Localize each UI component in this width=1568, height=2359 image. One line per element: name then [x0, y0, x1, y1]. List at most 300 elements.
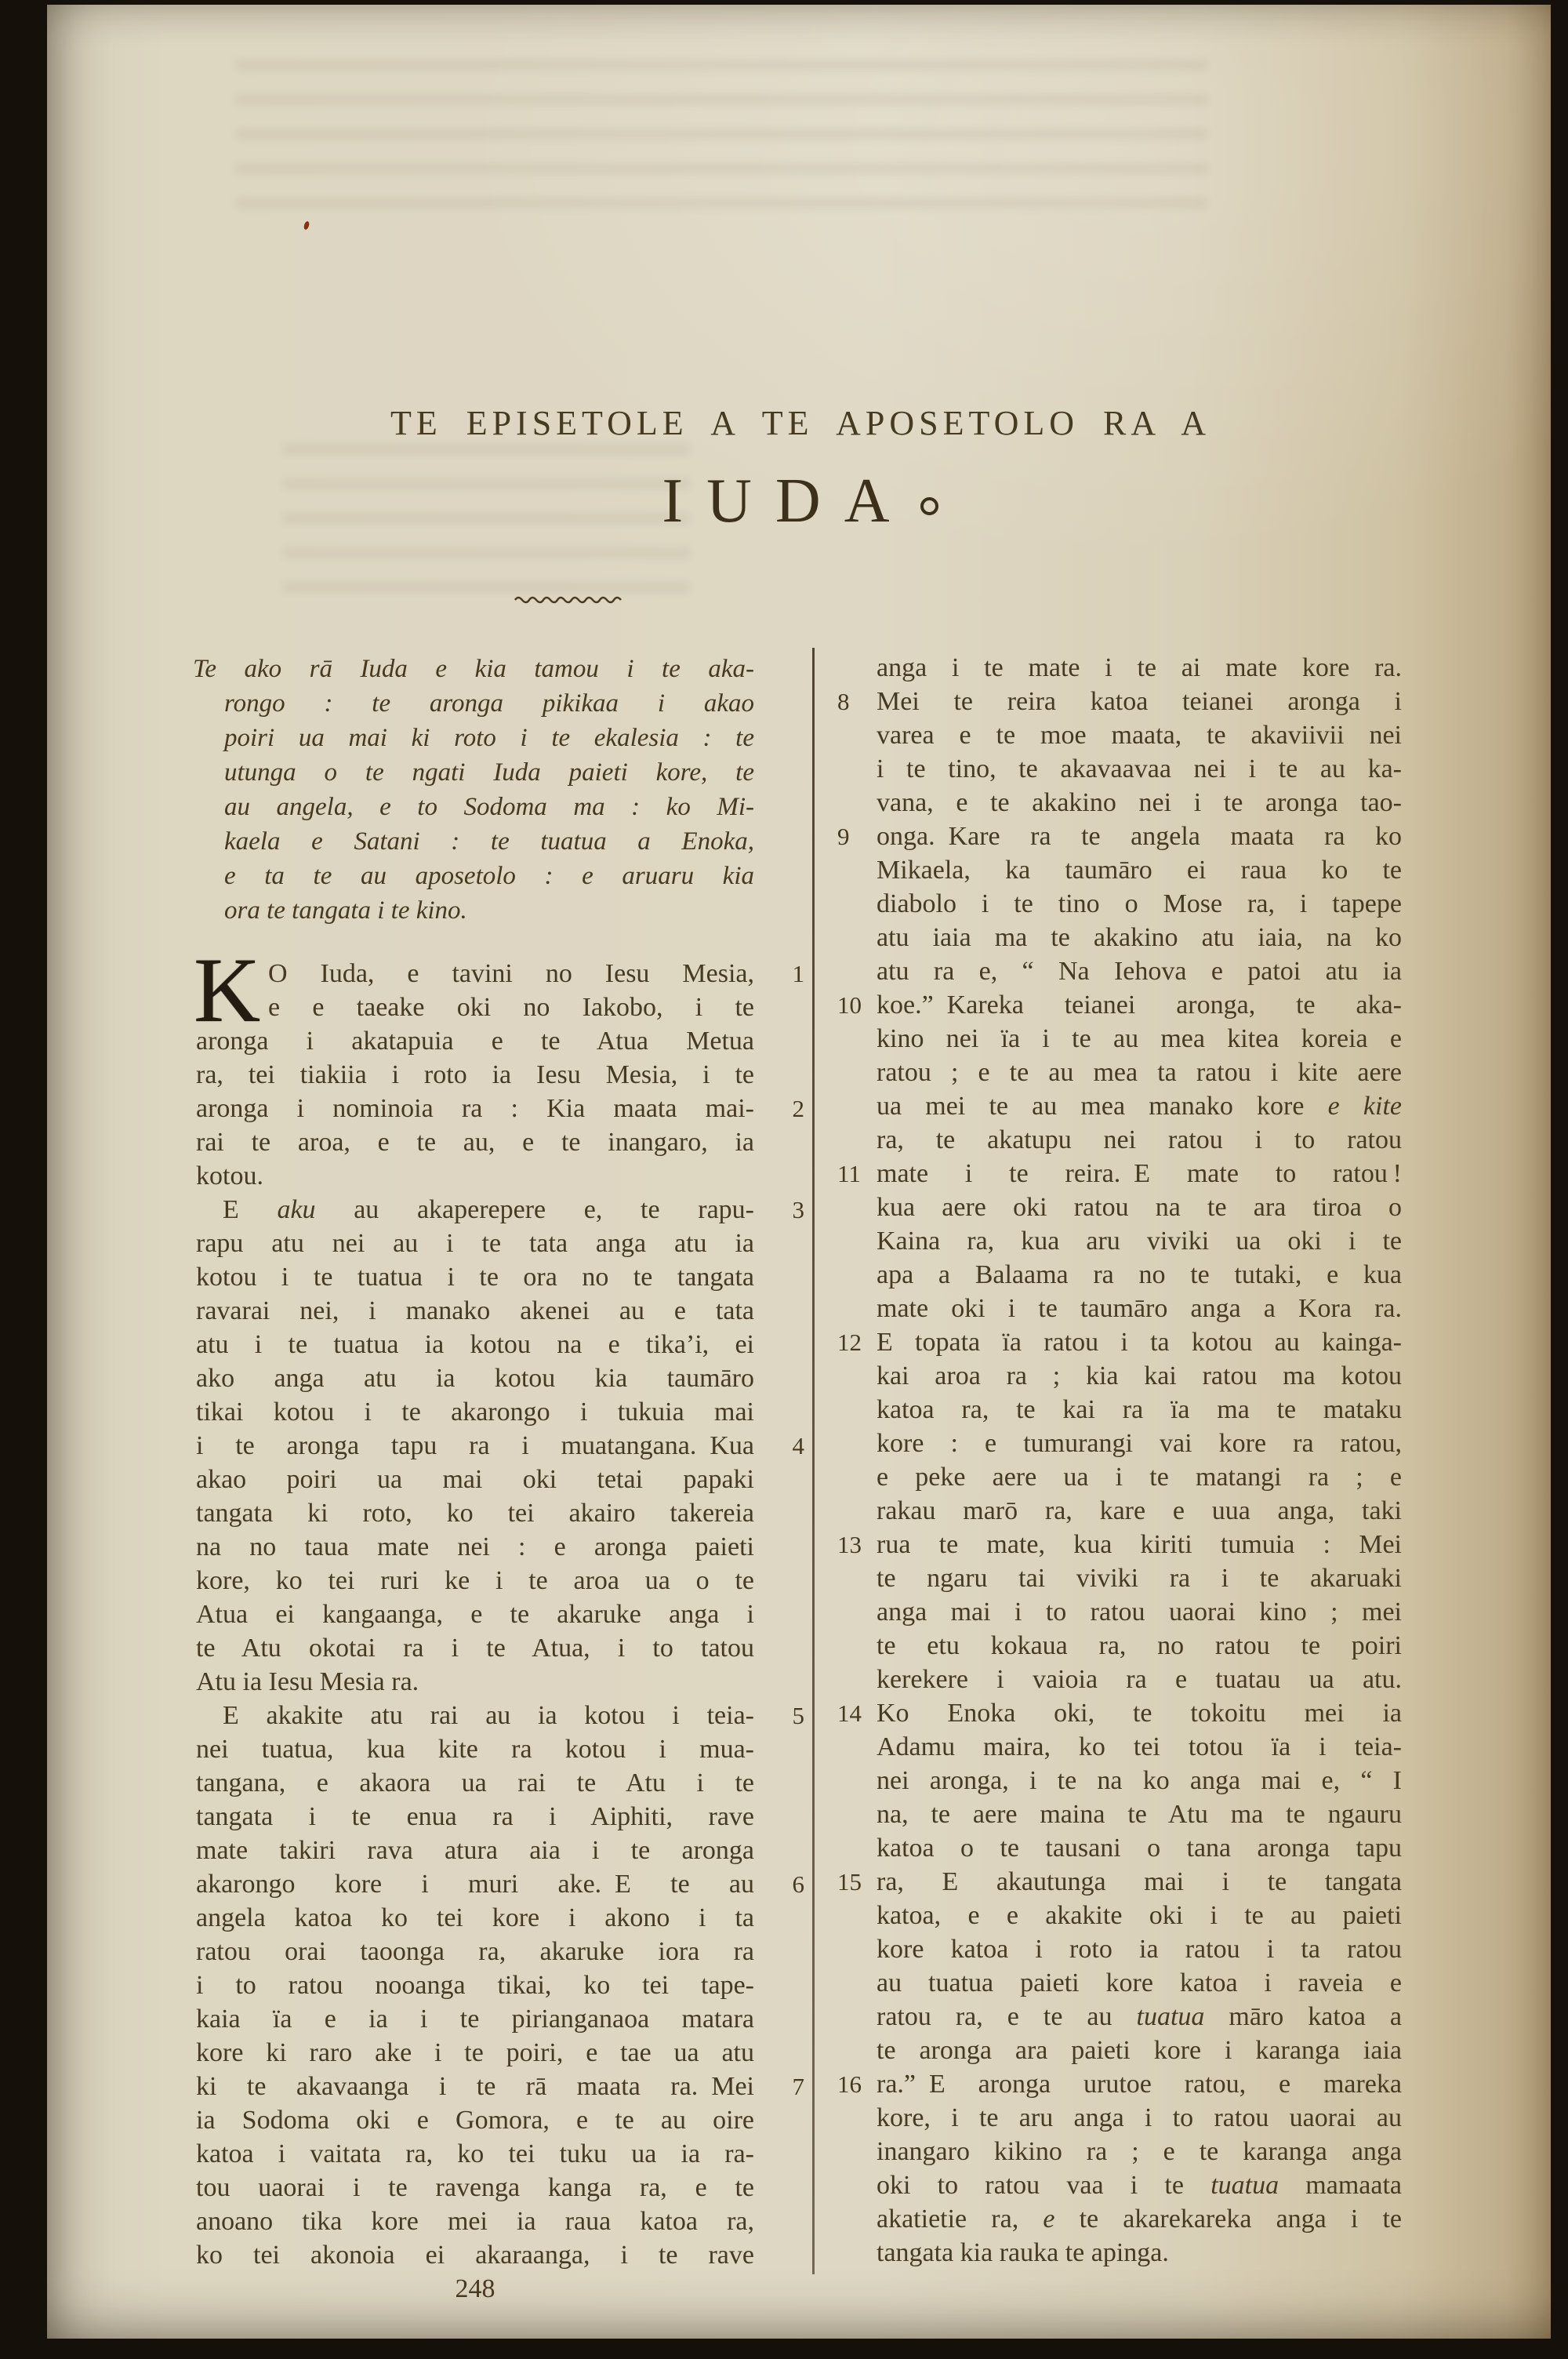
text-segment: rapu atu nei au i te tata anga atu ia: [196, 1229, 754, 1258]
text-segment: au akaperepere e, te rapu-: [315, 1195, 754, 1224]
text-segment: E akakite atu rai au ia kotou i teia-: [223, 1701, 754, 1730]
text-line: [877, 1292, 1402, 1325]
text-line: [196, 1968, 754, 2002]
line-text: [877, 1123, 1402, 1157]
text-segment: rai te aroa, e te au, e te inangaro, ia: [196, 1128, 754, 1157]
line-text: [877, 1561, 1402, 1595]
text-segment: kua aere oki ratou na te ara tiroa o: [877, 1193, 1402, 1222]
text-segment: utunga o te ngati Iuda paieti kore, te: [224, 758, 754, 787]
text-segment: E topata ïa ratou i ta kotou au kainga-: [877, 1328, 1402, 1357]
text-segment: ra, te akatupu nei ratou i to ratou: [877, 1125, 1402, 1154]
line-text: [196, 1732, 754, 1766]
text-segment: ia Sodoma oki e Gomora, e te au oire: [196, 2106, 754, 2135]
text-line: [196, 1328, 754, 1361]
line-text: [196, 2137, 754, 2171]
line-text: [196, 2103, 754, 2137]
line-text: [193, 791, 754, 824]
verse-number: 14: [837, 1699, 862, 1727]
text-segment: Te ako rā Iuda e kia tamou i te aka-: [193, 655, 754, 683]
text-segment: te etu kokaua ra, no ratou te poiri: [877, 1631, 1402, 1660]
line-text: [877, 1325, 1402, 1359]
text-segment: au angela, e to Sodoma ma : ko Mi-: [224, 793, 754, 821]
line-text: [268, 990, 754, 1024]
drop-cap: K: [194, 939, 261, 1041]
italic-text-segment: tuatua: [1210, 2171, 1279, 2200]
line-text: [193, 894, 754, 928]
text-segment: kotou i te tuatua i te ora no te tangata: [196, 1263, 754, 1292]
text-line: [877, 2135, 1402, 2168]
text-segment: ratou orai taoonga ra, akaruke iora ra: [196, 1937, 754, 1966]
text-line: [196, 1463, 754, 1496]
line-text: [196, 1496, 754, 1530]
verse-number: 11: [837, 1160, 861, 1187]
text-segment: na no taua mate nei : e aronga paieti: [196, 1532, 754, 1561]
verse-number: 6: [792, 1870, 804, 1898]
text-segment: akatietie ra,: [877, 2205, 1044, 2234]
verse-number: 3: [792, 1196, 804, 1223]
line-text: [877, 1056, 1402, 1089]
text-line: [196, 957, 804, 990]
text-line: [196, 2205, 754, 2238]
verse-number: 4: [792, 1432, 804, 1459]
text-line: [877, 786, 1402, 820]
text-segment: katoa, e e akakite oki i te au paieti: [877, 1901, 1402, 1930]
text-segment: kai aroa ra ; kia kai ratou ma kotou: [877, 1361, 1402, 1390]
text-line: [196, 1834, 754, 1867]
text-segment: inangaro kikino ra ; e te karanga anga: [877, 2137, 1402, 2166]
line-text: [196, 1901, 754, 1935]
book-title-text: IUDA: [662, 467, 913, 536]
text-segment: te akarekareka anga i te: [1054, 2205, 1402, 2234]
text-segment: tikai kotou i te akarongo i tukuia mai: [196, 1398, 754, 1427]
line-text: [196, 1193, 754, 1227]
text-line: [877, 1056, 1402, 1089]
text-segment: E: [223, 1195, 278, 1224]
text-line: [877, 1797, 1402, 1831]
italic-text-segment: tuatua: [1136, 2002, 1205, 2031]
verse-number: 10: [837, 991, 862, 1019]
line-text: [877, 1427, 1402, 1460]
line-text: [196, 1631, 754, 1665]
line-text: [877, 2067, 1402, 2101]
text-line: [196, 1294, 754, 1328]
text-segment: Adamu maira, ko tei totou ïa i teia-: [877, 1732, 1402, 1761]
text-line: [196, 1901, 754, 1935]
verse-number: 12: [837, 1329, 862, 1356]
line-text: [196, 2171, 754, 2205]
line-text: [196, 1463, 754, 1496]
line-text: [877, 2202, 1402, 2236]
text-segment: ratou ; e te au mea ta ratou i kite aere: [877, 1058, 1402, 1087]
text-segment: i te tino, te akavaavaa nei i te au ka-: [877, 754, 1402, 783]
line-text: [877, 651, 1402, 685]
text-line: [877, 1595, 1402, 1629]
verse-number: 5: [792, 1702, 804, 1729]
text-line: [877, 1393, 1402, 1427]
text-line: [877, 1190, 1402, 1224]
bleed-through-texture: [235, 60, 1207, 209]
verse-number: 2: [792, 1095, 804, 1122]
text-segment: oki to ratou vaa i te: [877, 2171, 1211, 2200]
text-segment: akarongo kore i muri ake. E te au: [196, 1870, 754, 1899]
line-text: [196, 1361, 754, 1395]
page-number: 248: [455, 2274, 495, 2303]
text-segment: tangana, e akaora ua rai te Atu i te: [196, 1768, 754, 1797]
text-line: [193, 860, 754, 894]
line-text: [196, 1564, 754, 1598]
text-line: [196, 1598, 754, 1631]
text-segment: O Iuda, e tavini no Iesu Mesia,: [268, 959, 754, 988]
text-segment: Kaina ra, kua aru viviki ua oki i te: [877, 1227, 1402, 1256]
line-text: [196, 1766, 754, 1800]
chapter-summary: [193, 652, 754, 929]
paragraph: [194, 939, 804, 1193]
line-text: [196, 1227, 754, 1260]
line-text: [877, 1696, 1402, 1730]
text-line: [877, 921, 1402, 954]
text-segment: ra, E akautunga mai i te tangata: [877, 1867, 1402, 1896]
line-text: [877, 1460, 1402, 1494]
paragraph: [196, 1699, 804, 2272]
text-line: [196, 1058, 754, 1092]
text-line: [196, 2238, 754, 2272]
line-text: [877, 1528, 1402, 1561]
text-line: [877, 2101, 1402, 2135]
text-segment: māro katoa a: [1204, 2002, 1402, 2031]
line-text: [196, 1665, 754, 1699]
line-text: [193, 722, 754, 755]
line-text: [268, 957, 754, 990]
line-text: [196, 1968, 754, 2002]
text-line: [837, 1865, 1402, 1899]
text-segment: anoano tika kore mei ia raua katoa ra,: [196, 2207, 754, 2236]
line-text: [193, 860, 754, 893]
text-line: [877, 1258, 1402, 1292]
line-text: [196, 1260, 754, 1294]
line-text: [877, 820, 1402, 853]
text-line: [877, 1831, 1402, 1865]
line-text: [877, 988, 1402, 1022]
text-segment: e e taeake oki no Iakobo, i te: [268, 993, 754, 1022]
text-segment: tou uaorai i te ravenga kanga ra, e te: [196, 2173, 754, 2202]
line-text: [196, 1395, 754, 1429]
text-segment: koe.” Kareka teianei aronga, te aka-: [877, 990, 1402, 1020]
text-line: [193, 791, 754, 825]
text-segment: ratou ra, e te au: [877, 2002, 1137, 2031]
line-text: [193, 825, 754, 859]
line-text: [877, 954, 1402, 988]
text-line: [877, 1427, 1402, 1460]
line-text: [877, 2034, 1402, 2067]
text-segment: kore katoa i roto ia ratou i ta ratou: [877, 1935, 1402, 1964]
verse-number: 8: [837, 688, 850, 715]
text-line: [196, 1193, 804, 1227]
text-segment: i te aronga tapu ra i muatangana. Kua: [196, 1431, 754, 1460]
verse-number: 7: [792, 2073, 804, 2100]
text-line: [196, 2137, 754, 2171]
text-line: [196, 1935, 754, 1968]
line-text: [877, 1831, 1402, 1865]
text-line: [877, 1224, 1402, 1258]
text-segment: kotou.: [196, 1161, 263, 1190]
text-segment: ko tei akonoia ei akaraanga, i te rave: [196, 2241, 754, 2270]
verse-number: 1: [792, 960, 804, 987]
verse-number: 15: [837, 1868, 862, 1896]
text-line: [196, 1159, 754, 1193]
text-line: [196, 1024, 754, 1058]
text-line: [196, 1227, 754, 1260]
line-text: [877, 921, 1402, 954]
text-line: [193, 756, 754, 791]
text-line: [877, 1932, 1402, 1966]
text-segment: te ngaru tai viviki ra i te akaruaki: [877, 1564, 1402, 1593]
text-line: [196, 1766, 754, 1800]
text-line: [196, 1260, 754, 1294]
verse-number: 9: [837, 823, 850, 850]
line-text: [877, 2168, 1402, 2202]
line-text: [877, 685, 1402, 718]
text-line: [196, 1496, 754, 1530]
text-segment: aronga i nominoia ra : Kia maata mai-: [196, 1094, 754, 1123]
text-line: [877, 2000, 1402, 2034]
text-line: [837, 1696, 1402, 1730]
text-line: [877, 1730, 1402, 1764]
text-segment: onga. Kare ra te angela maata ra ko: [877, 822, 1402, 851]
text-line: [877, 1494, 1402, 1528]
text-segment: ua mei te au mea manako kore: [877, 1092, 1328, 1121]
line-text: [877, 1089, 1402, 1123]
line-text: [877, 1865, 1402, 1899]
title-period-ornament: [920, 497, 938, 515]
text-line: [837, 820, 1402, 853]
line-text: [877, 1764, 1402, 1797]
text-segment: kore : e tumurangi vai kore ra ratou,: [877, 1429, 1402, 1458]
line-text: [193, 652, 754, 686]
text-line: [196, 2103, 754, 2137]
text-line: [877, 954, 1402, 988]
text-line: [196, 1361, 754, 1395]
text-line: [837, 988, 1402, 1022]
text-segment: apa a Balaama ra no te tutaki, e kua: [877, 1260, 1402, 1289]
text-line: [877, 2236, 1402, 2270]
text-line: [877, 887, 1402, 921]
text-segment: ra.” E aronga urutoe ratou, e mareka: [877, 2070, 1402, 2099]
text-line: [877, 651, 1402, 685]
text-segment: akao poiri ua mai oki tetai papaki: [196, 1465, 754, 1494]
text-segment: atu ra e, “ Na Iehova e patoi atu ia: [877, 957, 1402, 986]
text-segment: mate oki i te taumāro anga a Kora ra.: [877, 1294, 1402, 1323]
text-segment: aronga i akatapuia e te Atua Metua: [196, 1027, 754, 1056]
text-line: [196, 1429, 804, 1463]
line-text: [877, 2236, 1402, 2270]
text-segment: tangata kia rauka te apinga.: [877, 2238, 1169, 2267]
line-text: [196, 1058, 754, 1092]
line-text: [196, 2070, 754, 2103]
text-segment: kino nei ïa i te au mea kitea koreia e: [877, 1024, 1402, 1053]
line-text: [196, 2002, 754, 2036]
text-segment: atu i te tuatua ia kotou na e tika’i, ei: [196, 1330, 754, 1359]
text-segment: varea e te moe maata, te akaviivii nei: [877, 721, 1402, 750]
book-page: [47, 5, 1551, 2339]
line-text: [877, 1494, 1402, 1528]
text-segment: na, te aere maina te Atu ma te ngauru: [877, 1800, 1402, 1829]
line-text: [877, 2000, 1402, 2034]
text-line: [877, 2168, 1402, 2202]
text-segment: tangata i te enua ra i Aiphiti, rave: [196, 1802, 754, 1831]
text-segment: vana, e te akakino nei i te aronga tao-: [877, 788, 1402, 817]
text-segment: mamaata: [1279, 2171, 1402, 2200]
text-segment: rua te mate, kua kiriti tumuia : Mei: [877, 1530, 1402, 1559]
text-segment: tangata ki roto, ko tei akairo takereia: [196, 1499, 754, 1528]
text-line: [877, 1089, 1402, 1123]
line-text: [877, 2135, 1402, 2168]
text-segment: mate i te reira. E mate to ratou !: [877, 1159, 1402, 1188]
text-line: [196, 2171, 754, 2205]
line-text: [877, 786, 1402, 820]
line-text: [877, 1899, 1402, 1932]
line-text: [196, 2238, 754, 2272]
line-text: [877, 853, 1402, 887]
line-text: [877, 1663, 1402, 1696]
line-text: [196, 1598, 754, 1631]
text-segment: Mei te reira katoa teianei aronga i: [877, 687, 1402, 716]
line-text: [877, 1022, 1402, 1056]
text-segment: katoa i vaitata ra, ko tei tuku ua ia ra-: [196, 2139, 754, 2168]
text-line: [877, 853, 1402, 887]
line-text: [196, 1530, 754, 1564]
line-text: [877, 752, 1402, 786]
text-line: [196, 1732, 754, 1766]
text-segment: angela katoa ko tei kore i akono i ta: [196, 1903, 754, 1932]
line-text: [877, 1932, 1402, 1966]
text-line: [193, 825, 754, 860]
text-segment: kerekere i vaioia ra e tuatau ua atu.: [877, 1665, 1402, 1694]
page-title: TE EPISETOLE A TE APOSETOLO RA A: [390, 404, 1211, 442]
text-segment: katoa o te tausani o tana aronga tapu: [877, 1834, 1402, 1863]
verse-number: 13: [837, 1531, 862, 1558]
line-text: [196, 2205, 754, 2238]
line-text: [877, 2101, 1402, 2135]
text-segment: kore, ko tei ruri ke i te aroa ua o te: [196, 1566, 754, 1595]
line-text: [877, 1190, 1402, 1224]
text-segment: ako anga atu ia kotou kia taumāro: [196, 1364, 754, 1393]
text-segment: Atua ei kangaanga, e te akaruke anga i: [196, 1600, 754, 1629]
line-text: [196, 1867, 754, 1901]
text-segment: Ko Enoka oki, te tokoitu mei ia: [877, 1699, 1402, 1728]
text-segment: kaela e Satani : te tuatua a Enoka,: [224, 827, 754, 856]
text-line: [196, 1699, 804, 1732]
text-line: [877, 1561, 1402, 1595]
text-line: [837, 1325, 1402, 1359]
text-segment: e ta te au aposetolo : e aruaru kia: [224, 862, 754, 890]
line-text: [877, 887, 1402, 921]
text-segment: nei tuatua, kua kite ra kotou i mua-: [196, 1735, 754, 1764]
text-segment: anga i te mate i te ai mate kore ra.: [877, 653, 1402, 682]
line-text: [196, 2036, 754, 2070]
text-line: [193, 652, 754, 687]
text-segment: Mikaela, ka taumāro ei raua ko te: [877, 856, 1402, 885]
text-line: [877, 1460, 1402, 1494]
text-line: [877, 752, 1402, 786]
line-text: [877, 1224, 1402, 1258]
text-line: [196, 1125, 754, 1159]
verse-number: 16: [837, 2070, 862, 2098]
line-text: [877, 1359, 1402, 1393]
column-divider-rule: [812, 648, 815, 2274]
line-text: [196, 1024, 754, 1058]
left-column: [194, 939, 804, 2272]
line-text: [196, 1125, 754, 1159]
text-segment: Atu ia Iesu Mesia ra.: [196, 1667, 419, 1696]
text-line: [196, 2070, 804, 2103]
text-segment: i to ratou nooanga tikai, ko tei tape-: [196, 1971, 754, 2000]
text-segment: kore, i te aru anga i to ratou uaorai au: [877, 2103, 1402, 2132]
text-line: [196, 1564, 754, 1598]
text-line: [877, 2202, 1402, 2236]
line-text: [877, 1595, 1402, 1629]
text-line: [837, 1528, 1402, 1561]
text-line: [196, 1665, 754, 1699]
paper-speck: [303, 220, 310, 230]
line-text: [877, 1393, 1402, 1427]
text-line: [837, 1157, 1402, 1190]
line-text: [877, 1258, 1402, 1292]
line-text: [193, 756, 754, 790]
italic-text-segment: e: [1043, 2205, 1055, 2234]
line-text: [877, 1157, 1402, 1190]
line-text: [877, 1629, 1402, 1663]
text-line: [193, 722, 754, 756]
text-line: [193, 687, 754, 722]
text-segment: mate takiri rava atura aia i te aronga: [196, 1836, 754, 1865]
text-segment: anga mai i to ratou uaorai kino ; mei: [877, 1598, 1402, 1627]
squiggle-ornament: [514, 593, 623, 605]
line-text: [877, 718, 1402, 752]
text-segment: ravarai nei, i manako akenei au e tata: [196, 1296, 754, 1325]
book-title: [196, 466, 1405, 537]
line-text: [196, 1800, 754, 1834]
line-text: [877, 1797, 1402, 1831]
right-column: [837, 651, 1402, 2270]
text-line: [196, 2002, 754, 2036]
text-segment: ora te tangata i te kino.: [224, 896, 467, 925]
text-segment: katoa ra, te kai ra ïa ma te mataku: [877, 1395, 1402, 1424]
text-segment: poiri ua mai ki roto i te ekalesia : te: [224, 724, 754, 752]
text-line: [877, 1764, 1402, 1797]
text-line: [877, 718, 1402, 752]
line-text: [196, 1935, 754, 1968]
text-line: [837, 2067, 1402, 2101]
text-line: [196, 2036, 754, 2070]
text-line: [196, 1092, 804, 1125]
text-line: [877, 2034, 1402, 2067]
line-text: [196, 1294, 754, 1328]
text-line: [877, 1899, 1402, 1932]
text-segment: rakau marō ra, kare e uua anga, taki: [877, 1496, 1402, 1525]
text-segment: te aronga ara paieti kore i karanga iaia: [877, 2036, 1402, 2065]
text-line: [877, 1966, 1402, 2000]
italic-text-segment: e kite: [1327, 1092, 1402, 1121]
text-segment: au tuatua paieti kore katoa i raveia e: [877, 1968, 1402, 1997]
line-text: [877, 1730, 1402, 1764]
text-line: [837, 685, 1402, 718]
text-segment: e peke aere ua i te matangi ra ; e: [877, 1463, 1402, 1492]
line-text: [196, 1429, 754, 1463]
paragraph: [196, 1193, 804, 1699]
text-segment: te Atu okotai ra i te Atua, i to tatou: [196, 1634, 754, 1663]
text-line: [877, 1359, 1402, 1393]
line-text: [196, 1328, 754, 1361]
